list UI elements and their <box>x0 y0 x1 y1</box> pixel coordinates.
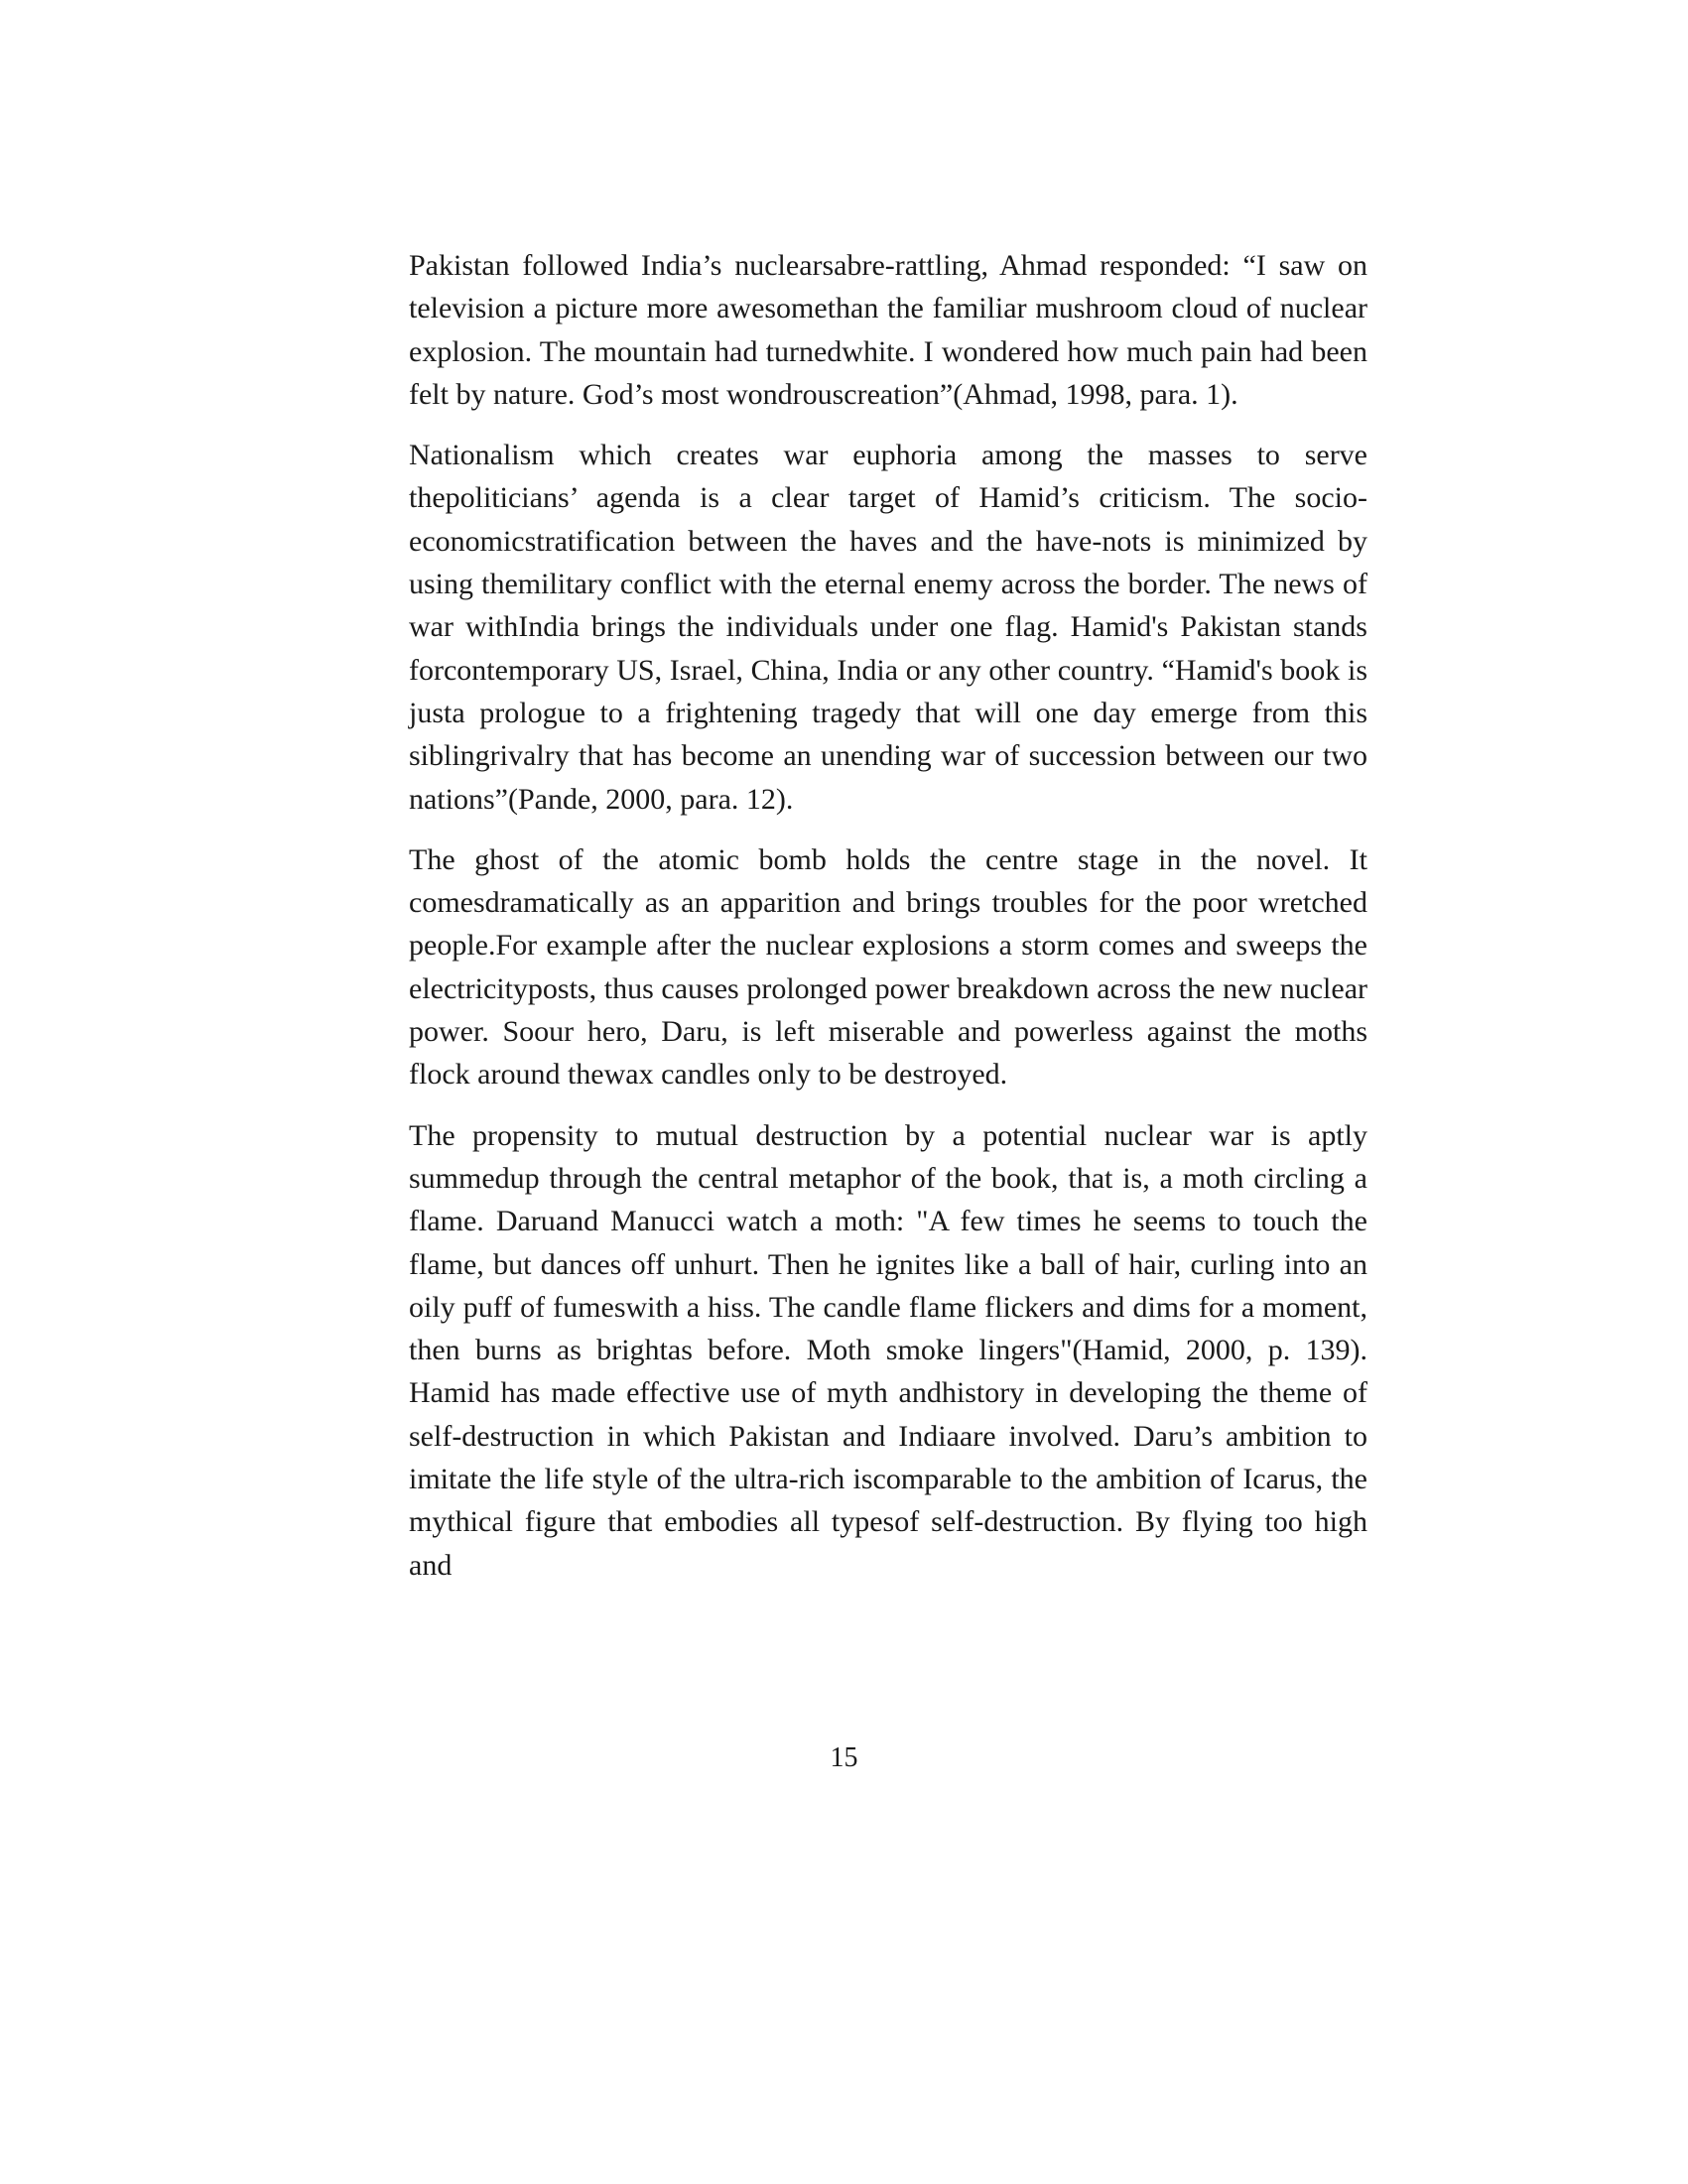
body-text <box>409 244 1367 1605</box>
paragraph-4: The propensity to mutual destruction by a potential nuclear war is aptly summedup through the central metaphor of the book, that is, a moth circling a flame. Daruand Manucci watch a moth: "A few times he seems to touch the flame, but dances off unhurt. Then he ignites like a ball of hair, curling into an oily puff of fumeswith a hiss. The candle flame flickers and dims for a moment, then burns as brightas before. Moth smoke lingers"(Hamid, 2000, p. 139). Hamid has made effective use of myth andhistory in developing the theme of self-destruction in which Pakistan and Indiaare involved. Daru’s ambition to imitate the life style of the ultra-rich iscomparable to the ambition of Icarus, the mythical figure that embodies all typesof self-destruction. By flying too high and <box>409 1118 1367 1582</box>
paragraph-2: Nationalism which creates war euphoria among the masses to serve thepoliticians’ agenda is a clear target of Hamid’s criticism. The socio-economicstratification between the haves and the have-nots is minimized by using themilitary conflict with the eternal enemy across the border. The news of war withIndia brings the individuals under one flag. Hamid's Pakistan stands forcontemporary US, Israel, China, India or any other country. “Hamid's book is justa prologue to a frightening tragedy that will one day emerge from this siblingrivalry that has become an unending war of succession between our two nations”(Pande, 2000, para. 12). <box>409 439 1367 816</box>
paragraph-3: The ghost of the atomic bomb holds the centre stage in the novel. It comesdramatically as an apparition and brings troubles for the poor wretched people.For example after the nuclear explosions a storm comes and sweeps the electricityposts, thus causes prolonged power breakdown across the new nuclear power. Soour hero, Daru, is left miserable and powerless against the moths flock around thewax candles only to be destroyed. <box>409 842 1367 1092</box>
paragraph-1: Pakistan followed India’s nuclearsabre-rattling, Ahmad responded: “I saw on television a picture more awesomethan the familiar mushroom cloud of nuclear explosion. The mountain had turnedwhite. I wondered how much pain had been felt by nature. God’s most wondrouscreation”(Ahmad, 1998, para. 1). <box>409 249 1367 411</box>
page-number: 15 <box>830 1742 858 1773</box>
